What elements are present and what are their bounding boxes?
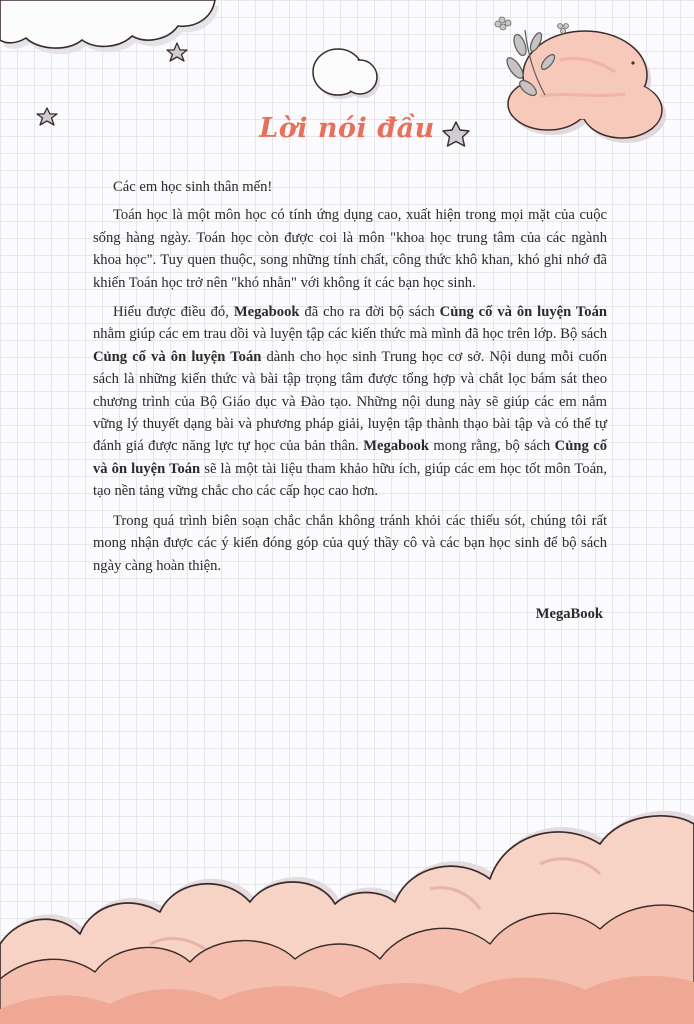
series-name: Củng cố và ôn luyện Toán [93,438,607,477]
paragraph-3: Trong quá trình biên soạn chắc chắn không tránh khỏi các thiếu sót, chúng tôi rất mong nhận được các ý kiến đóng góp của quý thầy cô và các bạn học sinh để bộ sách ngày càng hoàn thiện. [93,512,607,574]
series-name: Củng cố và ôn luyện Toán [93,348,262,365]
paragraph-2: Hiểu được điều đó, Megabook đã cho ra đời bộ sách Củng cố và ôn luyện Toán nhằm giúp các em trau dồi và luyện tập các kiến thức mà mình đã học trên lớp. Bộ sách Củng cố và ôn luyện Toán dành cho học sinh Trung học cơ sở. Nội dung mỗi cuốn sách là những kiến thức và bài tập trọng tâm được tổng hợp và chắt lọc bám sát theo chương trình của Bộ Giáo dục và Đào tạo. Những nội dung này sẽ giúp các em nắm vững lý thuyết dạng bài và phương pháp giải, luyện tập thành thạo bài tập và có thể tự đánh giá được năng lực tự học của bản thân. Megabook mong rằng, bộ sách Củng cố và ôn luyện Toán sẽ là một tài liệu tham khảo hữu ích, giúp các em học tốt môn Toán, tạo nền tảng vững chắc cho các cấp học cao hơn. [93,304,607,500]
page-title: Lời nói đầu [259,113,435,144]
signature: MegaBook [535,606,603,622]
series-name: Củng cố và ôn luyện Toán [439,304,607,321]
top-left-cloud [0,0,219,54]
small-cloud [313,49,380,99]
star-icon [167,43,187,61]
paragraph-1: Toán học là một môn học có tính ứng dụng cao, xuất hiện trong mọi mặt của cuộc sống hàng ngày. Toán học còn được coi là môn "khoa học trung tâm của các ngành khoa học". Tuy quen thuộc, song những tính chất, công thức khô khan, khó ghi nhớ đã khiến Toán học trở nên "khó nhằn" với không ít các bạn học sinh. [93,207,607,291]
greeting: Các em học sinh thân mến! [113,179,273,195]
flower-icon [495,17,569,34]
bottom-clouds [0,794,694,1024]
preface-body [93,176,607,584]
brand-name: Megabook [233,304,300,321]
brand-name: Megabook [363,438,429,455]
top-decorations [0,0,694,200]
